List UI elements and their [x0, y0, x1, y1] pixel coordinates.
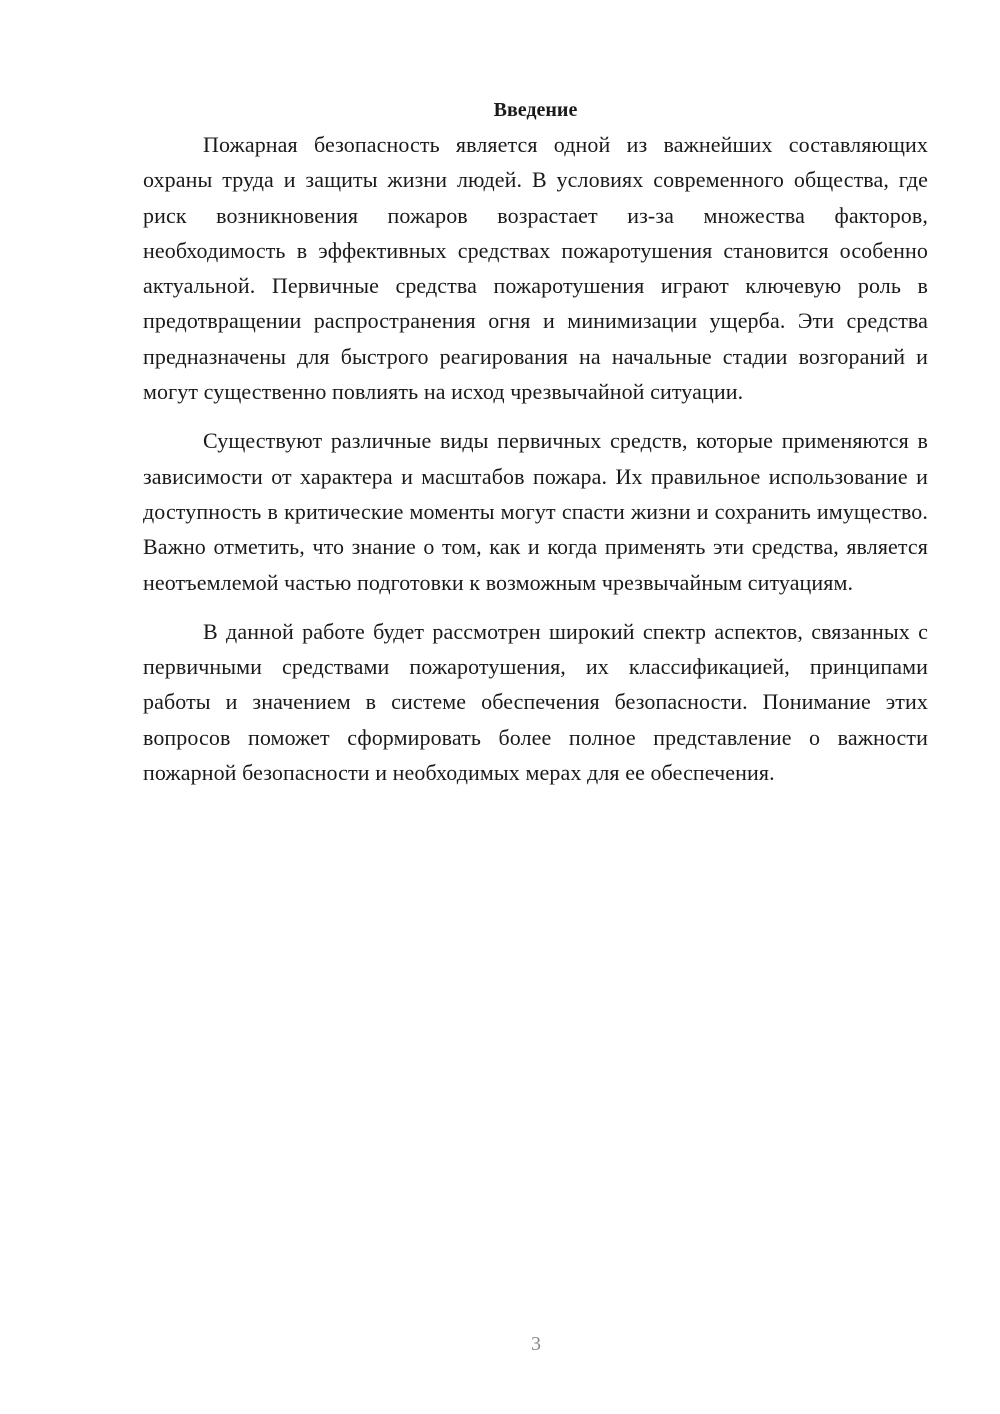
page-content — [143, 95, 928, 804]
section-title: Введение — [493, 99, 578, 121]
paragraph-3: В данной работе будет рассмотрен широкий спектр аспектов, связанных с первичными средствами пожаротушения, их классификацией, принципами работы и значением в системе обеспечения безопасности. Понимание этих вопросов поможет сформировать более полное представление о важности пожарной безопасности и необходимых мерах для ее обеспечения. — [143, 618, 928, 786]
page-number: 3 — [531, 1333, 541, 1355]
paragraph-1: Пожарная безопасность является одной из важнейших составляющих охраны труда и защиты жизни людей. В условиях современного общества, где риск возникновения пожаров возрастает из-за множества факторов, необходимость в эффективных средствах пожаротушения становится особенно актуальной. Первичные средства пожаротушения играют ключевую роль в предотвращении распространения огня и минимизации ущерба. Эти средства предназначены для быстрого реагирования на начальные стадии возгораний и могут существенно повлиять на исход чрезвычайной ситуации. — [143, 132, 928, 405]
paragraph-2: Существуют различные виды первичных средств, которые применяются в зависимости от характера и масштабов пожара. Их правильное использование и доступность в критические моменты могут спасти жизни и сохранить имущество. Важно отметить, что знание о том, как и когда применять эти средства, является неотъемлемой частью подготовки к возможным чрезвычайным ситуациям. — [143, 428, 928, 595]
